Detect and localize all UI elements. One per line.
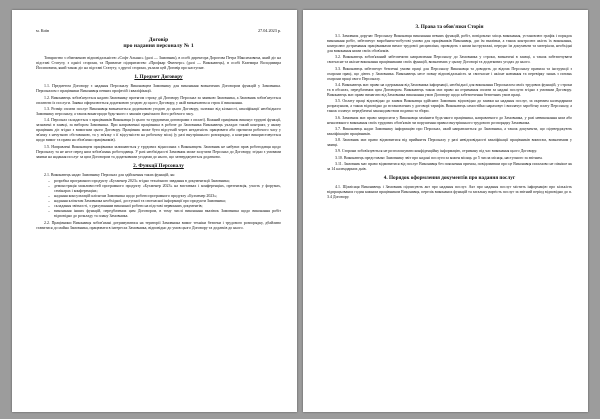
- date: 27.04.2023 р.: [257, 28, 281, 33]
- paragraph-3-8: 3.8. Замовник має право відмовитися від прийняття Персоналу у разі невідповідності кваліфікації працівників вимогам, визначеним у заявці.: [327, 137, 572, 148]
- paragraph-3-4: 3.4. Виконавець має право на одержання від Замовника інформації, необхідної для виконання Персоналом своїх трудових функцій, у строки та в обсягах, передбачених цим Договором. Виконавець також має право на отримання оплати за надані послуги згідно з умовами Договору. Виконавець має право вимагати від Замовника виконання умов Договору щодо забезпечення безпечних умов праці.: [327, 81, 572, 98]
- document-title: Договір: [148, 37, 169, 43]
- list-item: – надання консультацій клієнтам Замовника щодо роботи програмного продукту «Бухменер 2023»;: [54, 193, 281, 198]
- section-2-heading: 2. Функції Персоналу: [133, 162, 184, 169]
- section-3-heading: 3. Права та обов'язки Сторін: [415, 24, 484, 30]
- paragraph-3-10: 3.10. Виконавець представляє Замовнику звіт про надані послуги за кожен місяць до 5 числа місяця, наступного за звітним.: [335, 154, 543, 160]
- paragraph-4-1: 4.1. Щомісяця Виконавець і Замовник підписують акт про надання послуг. Акт про надання послуг містить інформацію про кількість відпрацьованих годин кожним працівником Виконавця, перелік виконаних функцій та загальну вартість послуг за звітний період відповідно до п. 3.4 Договору.: [327, 184, 572, 200]
- paragraph-3-3: 3.3. Виконавець забезпечує безпечні умови праці для Персоналу Виконавця та доводить до відома Персоналу правила та інструкції з охорони праці, що діють у Замовника. Виконавець несе повну відповідальність за своєчасне і якісне навчання та перевірку знань з питань охорони праці свого Персоналу.: [327, 65, 572, 81]
- page-2-content: [327, 20, 572, 200]
- intro-paragraph: Товариство з обмеженою відповідальністю «Софт Альянс» (далі — Замовник), в особі директора Дорогова Петра Максимовича, який діє на підставі Статуту, з однієї сторони, та Приватне підприємство «Профкар Фьючерс» (далі — Виконавець), в особі Каземира Володимира Йосиповича, який також діє на підставі Статуту, з другої сторони, уклали цей Договір про наступне.: [36, 55, 281, 71]
- header-row: [36, 28, 281, 33]
- list-item: – демонстрація можливостей програмного продукту «Бухменер 2023» на виставках і конференціях, презентація, участь у форумах, семінарах і конференціях;: [54, 183, 281, 193]
- paragraph-2-1: 2.1. Виконавець надає Замовнику Персонал для здійснення таких функцій, як:: [44, 171, 176, 177]
- list-item: – складання звітності, з урахуванням виконаної роботи на підставі первинних документів;: [54, 203, 281, 208]
- list-item: – розробка програмного продукту «Бухменер 2023» згідно технічного завдання в документації Замовника;: [54, 178, 281, 183]
- paragraph-3-1: 3.1. Замовник доручає Персоналу Виконавця виконання певних функцій, робіт, повідомляє місць виконання, установлює графік і порядок виконання робіт, забезпечує виробничо-побутові умови для працівників Виконавця, дає їм вказівки, а також контролює якість їх виконання, контролює дотримання працівниками вимог трудової дисципліни, проводить з ними інструктажі, передає їм документи та матеріали, необхідні для виконання ними своїх обов'язків.: [327, 33, 572, 54]
- list-item: – виконання інших функцій, передбачених цим Договором, в тому числі виконання вказівок Замовника щодо виконання робіт відповідно до розкладу та плану Замовника.: [54, 208, 281, 218]
- paragraph-3-9: 3.9. Сторони зобов'язуються не розголошувати конфіденційну інформацію, отриману під час виконання цього Договору.: [335, 148, 538, 154]
- section-1-heading: 1. Предмет Договору: [134, 74, 183, 81]
- paragraph-3-6: 3.6. Замовник має право запросити у Виконавця замінити будь-якого працівника, направленого до Замовника, у разі невиконання ним або неналежного виконання своїх трудових обов'язків чи порушення правил внутрішнього трудового розпорядку Замовника.: [327, 114, 572, 125]
- section-4-heading: 4. Порядок оформлення документів про надання послуг: [383, 175, 516, 182]
- paragraph-2-2: 2.2. Працівники Виконавця зобов'язані дотримуватися на території Замовника вимог техніки безпеки і трудового розпорядку, дбайливо ставитися до майна Замовника, працювати в інтересах Замовника, відповідно до умов цього Договору та додатків до нього.: [36, 219, 281, 230]
- paragraph-1-3: 1.3. Розмір оплати послуг Виконавця визначається додатковою угодою до цього Договору, залежно від кількості, кваліфікації необхідного Замовнику персоналу, а також винагороди будь-якого з законів гранічного його робочого часу.: [36, 105, 281, 117]
- list-item: – надання клієнтам Замовника необхідної, доступної та своєчасної інформації про продукти Замовника;: [54, 198, 281, 203]
- paragraph-1-5: 1.5. Направлені Виконавцем працівники залишаються у трудових відносинах з Виконавцем. Замовник не набуває прав роботодавця щодо Персоналу та не несе перед ним зобов'язань роботодавця. У разі необхідності Замовник може залучати Персонал до Договору, згідно з умовами заявки на надання послуг за цим Договором та додатковими угодами до нього, що затверджуються додатково.: [36, 143, 281, 159]
- paragraph-3-7: 3.7. Виконавець надає Замовнику інформацію про Персонал, який направляється до Замовника, а також документи, що підтверджують кваліфікацію працівників.: [327, 125, 572, 136]
- paragraph-1-2: 1.2. Виконавець зобов'язується надати Замовнику протягом строку дії Договору Персонал за заявкою Замовника, а Замовник зобов'язується оплатити їх послуги. Заявка оформлюється додатковою угодою до цього Договору, у якій визначаються строк її виконання.: [36, 94, 281, 105]
- document-subtitle: про надання персоналу № 1: [123, 43, 194, 50]
- paragraph-1-1: 1.1. Предметом Договору є надання Персоналу Виконавцем Замовнику для виконання визначених Договором функцій у Замовника. Персоналом є працівники Виконавця певних професій і кваліфікації.: [36, 83, 281, 94]
- paragraph-3-11: 3.11. Замовник має право відмовитися від послуг Виконавця без пояснення причин, повідомивши про це Виконавця письмово не пізніше як за 14 календарних днів.: [327, 160, 572, 171]
- document-page-2: [303, 10, 588, 412]
- paragraph-3-2: 3.2. Виконавець зобов'язаний забезпечити направлення Персоналу до Замовника у строки, визначені в заявці, а також забезпечувати своєчасне та якісне виконання працівниками своїх функцій, визначених у цьому Договорі та додаткових угодах до нього.: [327, 54, 572, 65]
- page-1-content: [36, 20, 281, 231]
- paragraph-1-4: 1.4. Персонал складається з працівників Виконавця (з цього та трудовими договорами з оплаті). Кожний працівник виконує трудові функції, зазначені в заявці, за вибором Замовника. При направленні працівника в робоче до Замовника Виконавець укладає такий контракт, у якому працівник діє згідно з вимогами цього Договору. Працівник може бути відсутній через нездатність працювати або протягом робочого часу у зв'язку з нечутною обставиною, та у зв'язку з її відсутністю на робочому місці (у разі внутрішнього розпорядку, а контракт використовується щодо вимог та права на обов'язки працівників).: [36, 117, 281, 143]
- city: м. Київ: [36, 28, 49, 33]
- document-page-1: [12, 10, 297, 412]
- functions-list: [36, 178, 281, 218]
- paragraph-3-5: 3.5. Оплату праці відповідно до заявок Виконавця здійснює Замовник відповідно до заявки на надання послуг, за окремим календарним розрахунком, а також відповідно до встановлених у договорі тарифів. Виконавець самостійно нараховує і виплачує заробітну плату Персоналу, а також сплачує передбачені законодавством податки та збори.: [327, 98, 572, 114]
